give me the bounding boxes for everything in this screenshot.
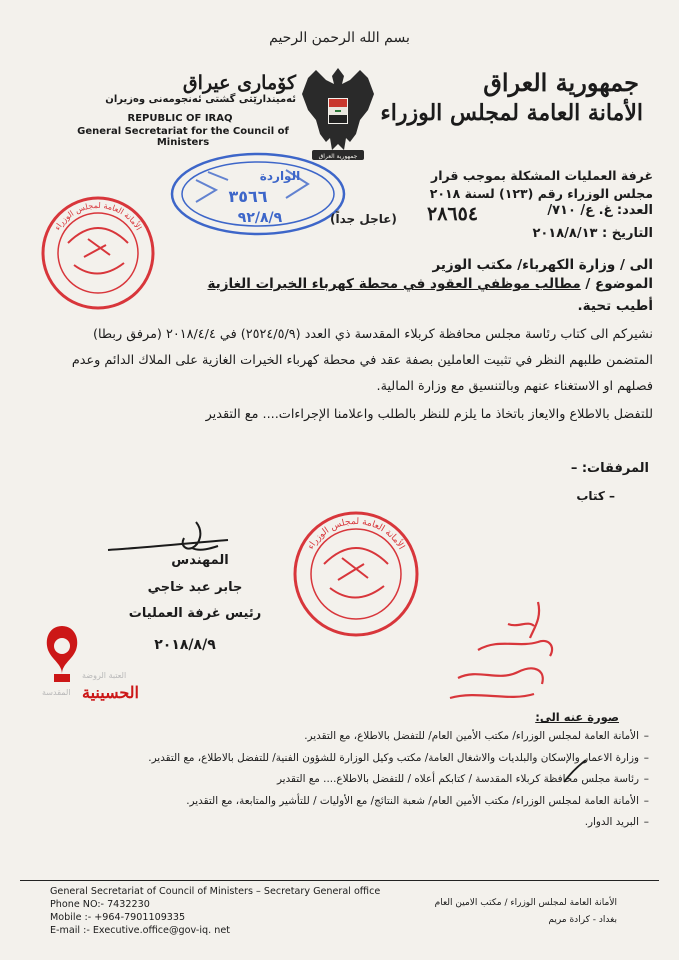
watermark-logo-icon	[42, 624, 82, 684]
stamp-date: ٩٢/٨/٩	[237, 210, 283, 226]
attachment-item: – كتاب	[576, 489, 615, 503]
watermark-subtext-b: المقدسة	[42, 688, 71, 697]
cc-item: – الأمانة العامة لمجلس الوزراء/ مكتب الأمين العام/ شعبة النتائج/ مع الأوليات / للتأشير والمتابعة، مع التقدير.	[186, 794, 649, 807]
ops-room-line: غرفة العمليات المشكلة بموجب قرار	[431, 168, 653, 183]
cc-item: – الأمانة العامة لمجلس الوزراء/ مكتب الأمين العام/ للتفضل بالاطلاع، مع التقدير.	[304, 730, 649, 742]
footer-divider	[20, 880, 659, 881]
cc-label: صورة عنه الى:	[535, 710, 619, 724]
kurdish-subtitle: ئه‌ميندارێتی گشتی ئه‌نجومه‌نی وه‌زیران	[105, 94, 296, 105]
english-office: General Secretariat for the Council of Ministers	[77, 126, 289, 148]
footer-office: General Secretariat of Council of Ministers – Secretary General office	[50, 886, 381, 897]
letter-body: نشيركم الى كتاب رئاسة مجلس محافظة كربلاء المقدسة ذي العدد (٢٥٢٤/٥/٩) في ٢٠١٨/٤/٤ (مرفق ربطا) المتضمن طلبهم النظر في تثبيت العاملين بصفة عقد في محطة كهرباء الخيرات الغازية على الملاك الدائم وعدم فصلهم او الاستغناء عنهم وبالتنسيق مع وزارة المالية.	[71, 327, 653, 394]
received-stamp	[168, 150, 348, 238]
stamp-number: ٣٥٦٦	[228, 187, 268, 206]
greeting: أطيب تحية.	[577, 298, 653, 314]
emblem-label: جمهورية العراق	[318, 153, 358, 160]
subject-label: الموضوع /	[580, 276, 653, 292]
ops-room-reference	[430, 167, 653, 203]
watermark-subtext-a: العتبة الروضة	[82, 671, 127, 680]
cc-item: – البريد الدوار.	[584, 816, 649, 828]
footer-ar-address: بغداد - كرادة مريم	[548, 915, 617, 925]
document-number-label: العدد: غ. ع/ ٧١٠/	[547, 203, 653, 218]
footer-contact-english	[50, 885, 380, 937]
footer-email: E-mail :- Executive.office@gov-iq. net	[50, 925, 230, 936]
kurdish-title: كۆماری عیراق	[182, 72, 296, 94]
official-seal-bottom	[290, 508, 422, 640]
official-seal-top	[38, 193, 158, 313]
arabic-office: الأمانة العامة لمجلس الوزراء	[380, 100, 643, 126]
watermark-site-name: الحسينية	[82, 683, 139, 702]
seal-text-top: الأمانة العامة لمجلس الوزراء	[52, 200, 144, 232]
letter-closing: للتفضل بالاطلاع والايعاز باتخاذ ما يلزم للنظر بالطلب واعلامنا الإجراءات.... مع التقدير	[205, 407, 653, 422]
recipient: الى / وزارة الكهرباء/ مكتب الوزير	[432, 257, 653, 273]
cc-item: – رئاسة مجلس محافظة كربلاء المقدسة / كتابكم أعلاه / للتفضل بالاطلاع.... مع التقدير	[276, 773, 649, 785]
council-decision-line: مجلس الوزراء رقم (١٢٣) لسنة ٢٠١٨	[429, 186, 653, 201]
urgent-label: (عاجل جداً)	[330, 212, 397, 226]
document-number-value: ٢٨٦٥٤	[427, 203, 479, 225]
handwritten-tick-icon	[560, 756, 590, 786]
signer-prefix: المهندس	[171, 553, 229, 568]
footer-mobile: Mobile :- +964-7901109335	[50, 912, 186, 923]
red-handwritten-annotation	[438, 598, 568, 710]
stamp-label: الواردة	[259, 169, 301, 183]
seal-text-bottom: الأمانة العامة لمجلس الوزراء	[306, 516, 406, 552]
document-date: التاريخ : ٢٠١٨/٨/١٣	[532, 226, 653, 241]
basmala: بسم الله الرحمن الرحيم	[269, 30, 410, 46]
cc-list	[29, 726, 649, 834]
signer-title: رئيس غرفة العمليات	[128, 606, 262, 621]
attachments-label: المرفقات: –	[570, 461, 649, 476]
signature-date: ٢٠١٨/٨/٩	[154, 637, 216, 653]
signer-name: جابر عبد خاجي	[147, 580, 243, 595]
footer-contact-arabic	[435, 895, 617, 929]
arabic-country: جمهورية العراق	[483, 68, 639, 97]
subject-line	[207, 276, 653, 292]
footer-ar-office: الأمانة العامة لمجلس الوزراء / مكتب الامين العام	[434, 898, 617, 908]
english-country: REPUBLIC OF IRAQ	[127, 113, 233, 124]
subject-text: مطالب موظفي العقود في محطة كهرباء الخيرات الغازية	[207, 276, 581, 292]
cc-item: – وزارة الاعمار والإسكان والبلديات والاشغال العامة/ مكتب وكيل الوزارة للشؤون الفنية/ للتفضل بالاطلاع، مع التقدير.	[148, 751, 649, 764]
footer-phone: Phone NO:- 7432230	[50, 899, 150, 910]
